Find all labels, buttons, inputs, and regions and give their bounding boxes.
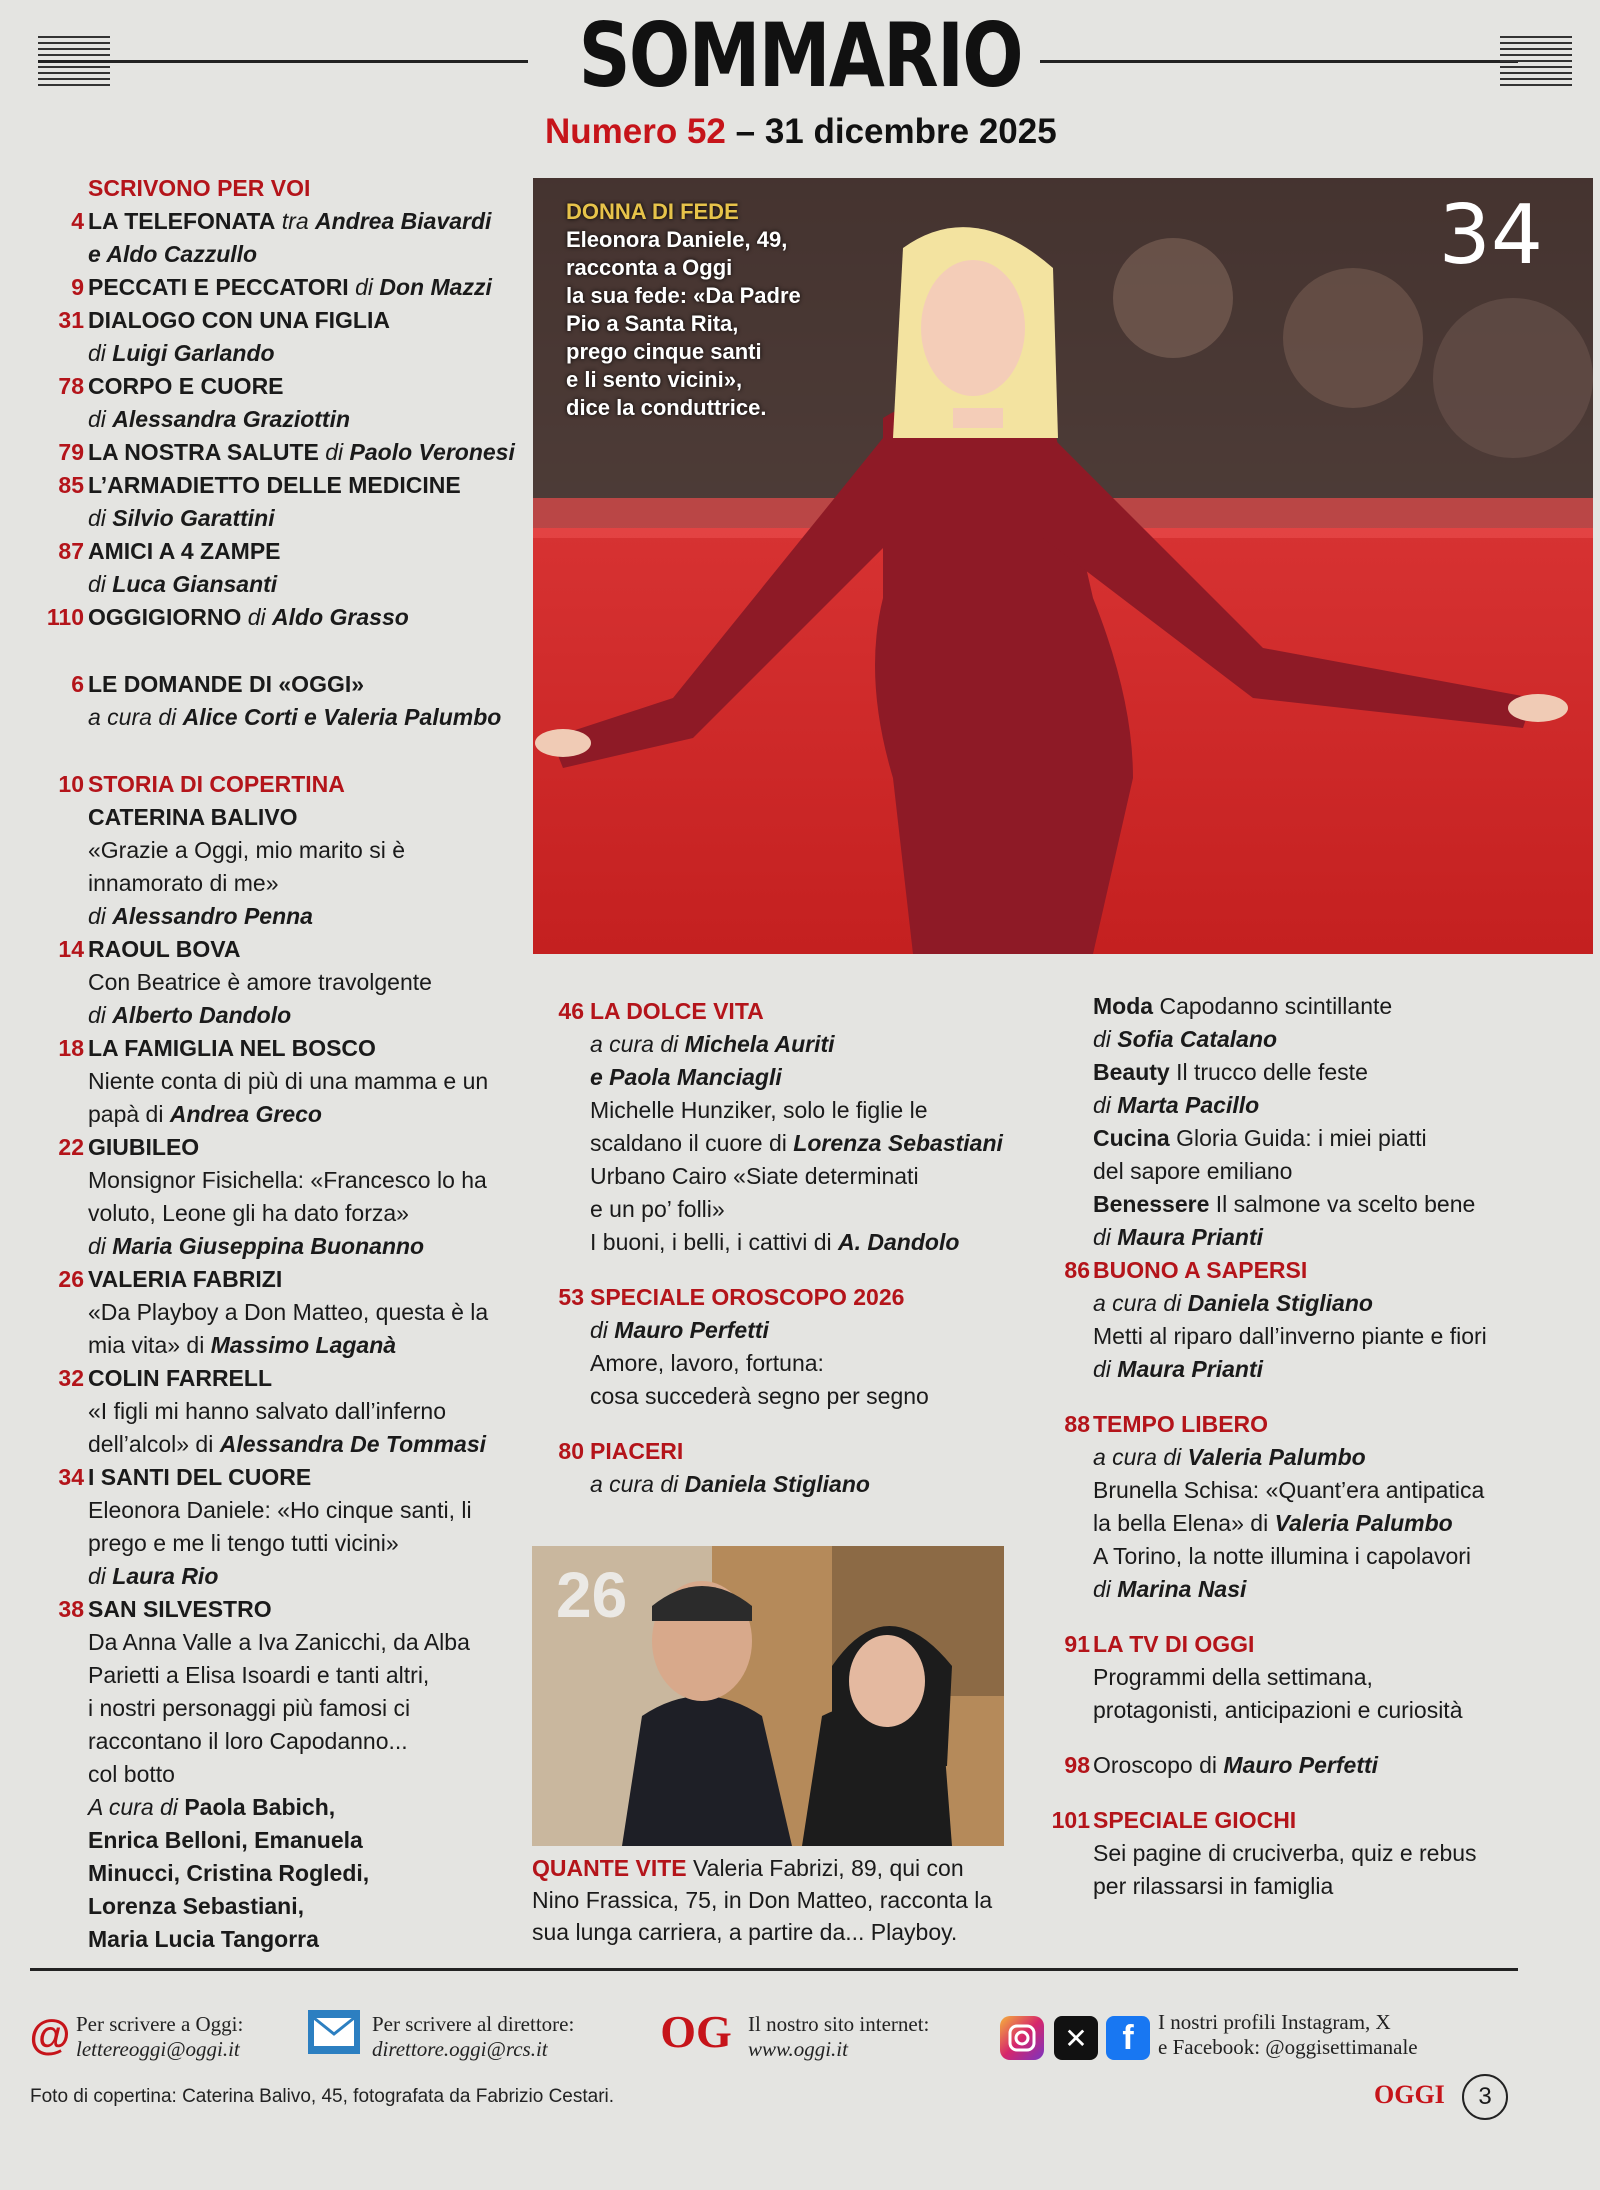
cover-credit: Foto di copertina: Caterina Balivo, 45, fotografata da Fabrizio Cestari. [30,2086,615,2107]
hero-kicker: DONNA DI FEDE [566,199,739,224]
rubrica-label: Cucina [1093,1125,1170,1151]
entry-author: Minucci, Cristina Rogledi, [88,1860,370,1886]
entry-title: LA FAMIGLIA NEL BOSCO [88,1035,376,1061]
page-number: 31 [58,307,84,333]
entry-text: dell’alcol» di [88,1431,214,1457]
page-number: 6 [71,671,84,697]
entry-author: Enrica Belloni, Emanuela [88,1827,363,1853]
entry-author: Daniela Stigliano [1187,1290,1373,1316]
page-title: SOMMARIO [579,0,1022,112]
entry-joiner: di [88,505,113,531]
hero-caption-line: e li sento vicini», [566,367,743,392]
page-number: 4 [71,208,84,234]
entry-text: I buoni, i belli, i cattivi di [590,1229,832,1255]
entry-text: Programmi della settimana, [1093,1664,1373,1690]
hero-page-badge: 34 [1438,188,1543,283]
entry-author: Valeria Palumbo [1187,1444,1366,1470]
secondary-photo-caption [532,1852,1022,1948]
entry-title: DIALOGO CON UNA FIGLIA [88,307,390,333]
entry-text: Parietti a Elisa Isoardi e tanti altri, [88,1662,430,1688]
entry-text: A Torino, la notte illumina i capolavori [1093,1543,1472,1569]
entry-author: Luigi Garlando [112,340,275,366]
toc-entry[interactable] [52,1593,522,1956]
entry-text: scaldano il cuore di [590,1130,787,1156]
mail-icon [308,2010,360,2054]
entry-author: Maria Giuseppina Buonanno [112,1233,425,1259]
entry-joiner: di [88,406,113,432]
header-rule-left [38,60,528,63]
hero-caption-line: Eleonora Daniele, 49, [566,227,788,252]
entry-author: Silvio Garattini [112,505,275,531]
rubrica-beauty[interactable] [1060,1056,1580,1122]
entry-title: BUONO A SAPERSI [1093,1257,1308,1283]
entry-text: Da Anna Valle a Iva Zanicchi, da Alba [88,1629,470,1655]
toc-entry[interactable]: 88 TEMPO LIBERO a cura di Valeria Palumbo Brunella Schisa: «Quant’era antipatica la bella Elena» di Valeria Palumbo A Torino, la notte illumina i capolavori di Marina Nasi [1060,1408,1580,1606]
entry-title: PECCATI E PECCATORI [88,274,349,300]
entry-author: Alberto Dandolo [112,1002,292,1028]
entry-title: PIACERI [590,1438,684,1464]
page-number: 85 [58,472,84,498]
header-rule-right [1040,60,1518,63]
rubrica-text: del sapore emiliano [1093,1158,1293,1184]
toc-entry-domande[interactable] [52,668,522,734]
entry-author: Don Mazzi [379,274,492,300]
hero-caption-line: la sua fede: «Da Padre [566,283,801,308]
toc-entry[interactable] [556,1281,1036,1413]
entry-text: prego e me li tengo tutti vicini» [88,1530,399,1556]
rubrica-text: Il salmone va scelto bene [1215,1191,1476,1217]
entry-title: TEMPO LIBERO [1093,1411,1269,1437]
issue-number: Numero 52 [545,112,726,151]
entry-text: la bella Elena» di [1093,1510,1275,1536]
entry-joiner: di [241,604,273,630]
hero-caption [566,198,801,422]
entry-text: Sei pagine di cruciverba, quiz e rebus [1093,1840,1477,1866]
toc-entry-cover-story[interactable]: 10 STORIA DI COPERTINA CATERINA BALIVO «Grazie a Oggi, mio marito si è innamorato di me» di Alessandro Penna [52,768,522,933]
entry-author: Lorenza Sebastiani [793,1130,1003,1156]
entry-author: e Paola Manciagli [590,1064,782,1090]
page-number: 110 [46,604,84,630]
hero-caption-line: racconta a Oggi [566,255,733,280]
entry-text: Monsignor Fisichella: «Francesco lo ha [88,1167,487,1193]
hero-caption-line: Pio a Santa Rita, [566,311,739,336]
entry-text: i nostri personaggi più famosi ci [88,1695,411,1721]
left-column [46,172,522,1956]
page-number: 32 [58,1365,84,1391]
page-number: 22 [58,1134,84,1160]
entry-title: OGGIGIORNO [88,604,242,630]
social-info [1158,2010,1418,2060]
entry-joiner: di [1093,1026,1118,1052]
entry-joiner: a cura di [1093,1444,1188,1470]
entry-author: Alessandra Graziottin [112,406,351,432]
director-email[interactable]: direttore.oggi@rcs.it [372,2037,548,2061]
entry-kicker: STORIA DI COPERTINA [88,771,345,797]
page-number: 53 [558,1284,584,1310]
page-number: 18 [58,1035,84,1061]
issue-date: – 31 dicembre 2025 [735,112,1057,151]
toc-entry[interactable]: 22 GIUBILEO Monsignor Fisichella: «Francesco lo ha voluto, Leone gli ha dato forza» di Maria Giuseppina Buonanno [52,1131,522,1263]
page-number: 26 [58,1266,84,1292]
entry-author: Sofia Catalano [1117,1026,1278,1052]
entry-author: Andrea Biavardi [315,208,492,234]
entry-title: CATERINA BALIVO [88,804,298,830]
entry-text: raccontano il loro Capodanno... [88,1728,408,1754]
caption-text: sua lunga carriera, a partire da... Playboy. [532,1919,958,1945]
entry-author: Maura Prianti [1117,1224,1264,1250]
entry-text: «I figli mi hanno salvato dall’inferno [88,1398,446,1424]
toc-entry[interactable] [52,469,522,535]
page-number: 88 [1064,1411,1090,1437]
oggi-logo-small: OG [660,2005,732,2057]
toc-entry[interactable] [52,436,522,469]
entry-author: Valeria Palumbo [1274,1510,1453,1536]
entry-title: LA TV DI OGGI [1093,1631,1255,1657]
rubrica-text: Gloria Guida: i miei piatti [1176,1125,1427,1151]
toc-entry[interactable]: 34 I SANTI DEL CUORE Eleonora Daniele: «Ho cinque santi, li prego e me li tengo tutti vicini» di Laura Rio [52,1461,522,1593]
entry-author: Aldo Grasso [272,604,409,630]
brand-logo: OGGI [1374,2080,1445,2109]
header-decoration-right [1500,36,1572,88]
toc-entry[interactable] [52,535,522,601]
entry-title: AMICI A 4 ZAMPE [88,538,281,564]
section-title-scrivono: SCRIVONO PER VOI [88,175,311,201]
entry-author: Mauro Perfetti [1223,1752,1379,1778]
page-number-badge: 3 [1462,2074,1508,2120]
entry-joiner: di [88,571,113,597]
rubrica-moda[interactable] [1060,990,1580,1056]
entry-author: Mauro Perfetti [614,1317,769,1343]
hero-caption-line: dice la conduttrice. [566,395,767,420]
page-number: 38 [58,1596,84,1622]
middle-column [556,995,1036,1501]
entry-text: voluto, Leone gli ha dato forza» [88,1200,409,1226]
entry-title: COLIN FARRELL [88,1365,272,1391]
page-number: 34 [58,1464,84,1490]
entry-title: LA DOLCE VITA [590,998,764,1024]
page-number: 80 [558,1438,584,1464]
entry-author: Maura Prianti [1117,1356,1264,1382]
page-number: 98 [1064,1752,1090,1778]
page-number: 46 [558,998,584,1024]
toc-entry[interactable] [556,1435,1036,1501]
entry-joiner: di [1093,1224,1118,1250]
entry-title: GIUBILEO [88,1134,200,1160]
entry-text: Urbano Cairo «Siate determinati [590,1163,919,1189]
entry-author: Marina Nasi [1117,1576,1247,1602]
entry-text: Eleonora Daniele: «Ho cinque santi, li [88,1497,472,1523]
director-label: Per scrivere al direttore: [372,2012,575,2036]
site-label: Il nostro sito internet: [748,2012,930,2036]
entry-text: col botto [88,1761,175,1787]
entry-text: e un po’ folli» [590,1196,725,1222]
secondary-photo-badge: 26 [556,1559,628,1631]
entry-text: Brunella Schisa: «Quant’era antipatica [1093,1477,1485,1503]
entry-text: Amore, lavoro, fortuna: [590,1350,824,1376]
x-icon[interactable]: ✕ [1054,2016,1098,2060]
entry-text: mia vita» di [88,1332,205,1358]
rubrica-cucina[interactable] [1060,1122,1580,1188]
entry-joiner: tra [275,208,316,234]
social-handle[interactable]: e Facebook: @oggisettimanale [1158,2035,1418,2059]
site-url[interactable]: www.oggi.it [748,2037,848,2061]
entry-text: Con Beatrice è amore travolgente [88,969,432,995]
page-number: 9 [71,274,84,300]
toc-entry[interactable] [556,995,1036,1259]
entry-text: «Da Playboy a Don Matteo, questa è la [88,1299,489,1325]
entry-title: LA TELEFONATA [88,208,276,234]
entry-text: per rilassarsi in famiglia [1093,1873,1334,1899]
secondary-photo[interactable] [532,1546,1004,1846]
entry-title: SPECIALE GIOCHI [1093,1807,1297,1833]
caption-kicker: QUANTE VITE [532,1855,687,1881]
page-number: 14 [58,936,84,962]
entry-author: Alessandro Penna [112,903,313,929]
entry-author: Paola Babich, [184,1794,336,1820]
entry-title: I SANTI DEL CUORE [88,1464,312,1490]
entry-joiner: di [88,340,113,366]
right-column [1051,990,1580,1903]
toc-entry[interactable] [52,1362,522,1461]
page-number: 87 [58,538,84,564]
entry-title: L’ARMADIETTO DELLE MEDICINE [88,472,461,498]
rubrica-text: Capodanno scintillante [1159,993,1393,1019]
entry-joiner: a cura di [1093,1290,1188,1316]
entry-author: Luca Giansanti [112,571,278,597]
write-to-oggi[interactable] [76,2012,243,2062]
toc-entry[interactable] [1060,1749,1580,1782]
entry-author-2: e Aldo Cazzullo [88,241,258,267]
entry-joiner: di [590,1317,615,1343]
rubrica-label: Benessere [1093,1191,1210,1217]
toc-entry[interactable] [52,370,522,436]
entry-title: SPECIALE OROSCOPO 2026 [590,1284,905,1310]
social-label: I nostri profili Instagram, X [1158,2010,1391,2034]
toc-entry[interactable] [52,1263,522,1362]
entry-title: LA NOSTRA SALUTE [88,439,319,465]
entry-joiner: a cura di [590,1031,685,1057]
entry-author: Massimo Laganà [210,1332,397,1358]
entry-title: SAN SILVESTRO [88,1596,272,1622]
toc-entry[interactable] [52,304,522,370]
hero-caption-line: prego cinque santi [566,339,762,364]
facebook-icon[interactable]: f [1106,2016,1150,2060]
entry-author: Daniela Stigliano [684,1471,870,1497]
entry-title: VALERIA FABRIZI [88,1266,283,1292]
caption-text: Valeria Fabrizi, 89, qui con [693,1855,964,1881]
entry-title: LE DOMANDE DI «OGGI» [88,671,365,697]
issue-line [545,112,1057,152]
entry-joiner: A cura di [88,1794,185,1820]
entry-text: papà di [88,1101,164,1127]
entry-joiner: a cura di [590,1471,685,1497]
toc-entry[interactable] [46,601,522,634]
entry-author: Laura Rio [112,1563,219,1589]
write-email[interactable]: lettereoggi@oggi.it [76,2037,240,2061]
footer-rule [30,1968,1518,1971]
entry-author: Alessandra De Tommasi [219,1431,487,1457]
entry-author: Lorenza Sebastiani, [88,1893,305,1919]
entry-joiner: di [318,439,350,465]
rubrica-label: Beauty [1093,1059,1170,1085]
at-icon: @ [29,2011,71,2058]
entry-author: Michela Auriti [684,1031,835,1057]
entry-author: A. Dandolo [838,1229,960,1255]
entry-text: Oroscopo di [1093,1752,1224,1778]
entry-title: RAOUL BOVA [88,936,241,962]
page-number: 101 [1051,1807,1090,1833]
entry-title: CORPO E CUORE [88,373,284,399]
entry-text: «Grazie a Oggi, mio marito si è [88,837,406,863]
entry-text: Michelle Hunziker, solo le figlie le [590,1097,928,1123]
toc-entry[interactable] [52,205,522,271]
entry-author: Maria Lucia Tangorra [88,1926,319,1952]
toc-entry[interactable] [52,1032,522,1131]
toc-entry[interactable] [52,271,522,304]
entry-text: innamorato di me» [88,870,279,896]
rubrica-benessere[interactable] [1060,1188,1580,1254]
page-number: 10 [58,771,84,797]
entry-joiner: di [348,274,380,300]
entry-author: Andrea Greco [169,1101,322,1127]
caption-text: Nino Frassica, 75, in Don Matteo, racconta la [532,1887,993,1913]
page-number: 86 [1064,1257,1090,1283]
entry-text: Niente conta di più di una mamma e un [88,1068,489,1094]
entry-joiner: di [1093,1092,1118,1118]
rubrica-label: Moda [1093,993,1154,1019]
page-number: 79 [58,439,84,465]
instagram-icon[interactable] [1000,2016,1044,2060]
toc-entry[interactable] [1060,1628,1580,1727]
entry-text: Metti al riparo dall’inverno piante e fiori [1093,1323,1487,1349]
toc-entry[interactable]: 86 BUONO A SAPERSI a cura di Daniela Stigliano Metti al riparo dall’inverno piante e fiori di Maura Prianti [1060,1254,1580,1386]
entry-text: protagonisti, anticipazioni e curiosità [1093,1697,1463,1723]
entry-joiner: a cura di [88,704,183,730]
toc-entry[interactable]: 14 RAOUL BOVA Con Beatrice è amore travolgente di Alberto Dandolo [52,933,522,1032]
entry-author: Alice Corti e Valeria Palumbo [182,704,502,730]
rubrica-text: Il trucco delle feste [1176,1059,1368,1085]
entry-author: Marta Pacillo [1117,1092,1260,1118]
entry-text: cosa succederà segno per segno [590,1383,929,1409]
toc-entry[interactable] [1051,1804,1580,1903]
entry-author: Paolo Veronesi [349,439,515,465]
page-number: 78 [58,373,84,399]
hero-photo[interactable] [533,178,1593,954]
page-number: 91 [1064,1631,1090,1657]
write-label: Per scrivere a Oggi: [76,2012,244,2036]
website-info[interactable] [748,2012,929,2062]
write-to-director[interactable] [372,2012,574,2062]
